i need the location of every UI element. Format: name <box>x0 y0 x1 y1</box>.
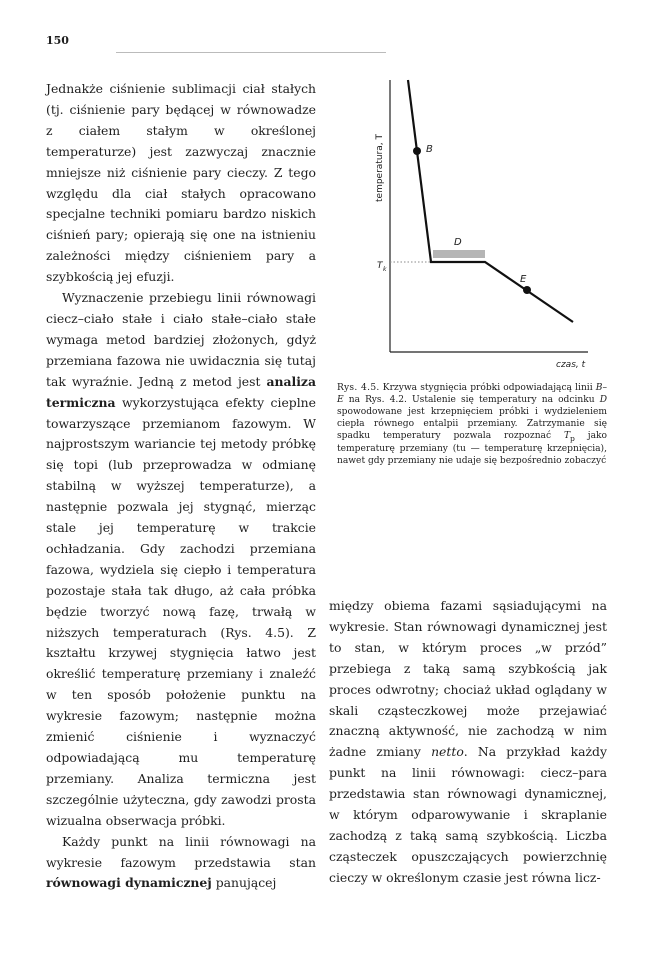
caption-italic: T <box>563 430 571 441</box>
figure-caption <box>337 383 607 468</box>
paragraph-text: panującej <box>211 875 277 891</box>
caption-subscript: p <box>570 433 575 443</box>
paragraph: Jednakże ciśnienie sublimacji ciał stałych (tj. ciśnienie pary będącej w równowadze z ciałem stałym w określonej temperaturze) jest zazwyczaj znacznie mniejsze niż ciśnienie pary cieczy. Z tego względu dla ciał stałych opracowano specjalne techniki pomiaru bardzo niskich ciśnień pary; opierają się one na istnieniu zależności między ciśnieniem pary a szybkością jej efuzji. <box>46 81 316 285</box>
caption-label: Rys. 4.5. <box>337 383 380 393</box>
tick-label-t: T <box>377 261 383 271</box>
point-e <box>523 286 531 294</box>
paragraph-text: wykorzystująca efekty cieplne towarzyszące przemianom fazowym. W najprostszym wariancie tej metody próbkę się topi (lub przeprowadza w odmianę stabilną w wyższej temperaturze), a następnie pozwala jej stygnąć, mierząc stale jej temperaturę w trakcie ochładzania. Gdy zachodzi przemiana fazowa, wydziela się ciepło i temperatura pozostaje stała tak długo, aż cała próbka będzie tworzyć nową fazę, trwałą w niższych temperaturach (Rys. 4.5). Z kształtu krzywej stygnięcia łatwo jest określić temperaturę przemiany i znaleźć w ten sposób położenie punktu na wykresie fazowym; następnie można zmienić ciśnienie i wyznaczyć odpowiadającą mu temperaturę przemiany. Analiza termiczna jest szczególnie użyteczna, gdy zawodzi prosta wizualna obserwacja próbki. <box>46 394 316 828</box>
cooling-curve <box>408 80 573 322</box>
caption-text: – <box>602 383 608 393</box>
page-number: 150 <box>46 34 69 47</box>
tick-label-sub: k <box>383 266 387 273</box>
paragraph <box>46 832 316 895</box>
x-axis-label: czas, t <box>556 360 586 370</box>
left-column <box>46 79 316 894</box>
paragraph <box>329 596 607 889</box>
label-e: E <box>520 274 527 285</box>
paragraph-text: Wyznaczenie przebiegu linii równowagi ciecz–ciało stałe i ciało stałe–ciało stałe wymaga metod bardziej złożonych, gdyż przemiana fazowa nie uwidacznia się tutaj tak wyraźnie. Jedną z metod jest <box>46 290 316 389</box>
point-b <box>413 147 421 155</box>
right-column <box>329 596 607 889</box>
header-rule <box>116 52 386 53</box>
caption-italic: D <box>599 394 607 405</box>
caption-text: na Rys. 4.2. Ustalenie się temperatury na odcinku <box>343 394 600 405</box>
caption-italic: E <box>337 394 344 405</box>
italic-term: netto <box>431 744 464 760</box>
paragraph-text: . Na przykład każdy punkt na linii równowagi: ciecz–para przedstawia stan równowagi dynamicznej, w którym odparowywanie i skraplanie zachodzą z taką samą szybkością. Liczba cząsteczek opuszczających powierzchnię cieczy w określonym czasie jest równa licz- <box>329 744 607 885</box>
y-axis-label: temperatura, T <box>375 134 385 202</box>
cooling-curve-svg <box>330 60 610 380</box>
bold-term: analiza termiczna <box>46 373 316 410</box>
paragraph-text: Każdy punkt na linii równowagi na wykresie fazowym przedstawia stan <box>46 833 316 870</box>
caption-italic: B <box>595 383 603 393</box>
paragraph <box>46 288 316 832</box>
label-d: D <box>454 237 462 248</box>
caption-text: Krzywa stygnięcia próbki odpowiadającą linii <box>379 383 596 393</box>
plateau-highlight <box>433 250 485 258</box>
paragraph-text: między obiema fazami sąsiadującymi na wykresie. Stan równowagi dynamicznej jest to stan, w którym proces „w przód” przebiega z taką samą szybkością jak proces odwrotny; chociaż układ oglądany w skali cząsteczkowej może przejawiać znaczną aktywność, nie zachodzą w nim żadne zmiany <box>329 598 607 760</box>
caption-text: jako temperaturę przemiany (tu — temperaturę krzepnięcia), nawet gdy przemiany nie udaje się bezpośrednio zobaczyć <box>337 430 607 467</box>
label-b: B <box>426 144 433 155</box>
bold-term: równowagi dynamicznej <box>46 875 212 891</box>
cooling-curve-figure <box>330 60 610 380</box>
caption-text: spowodowane jest krzepnięciem próbki i wydzieleniem ciepła równego entalpii przemiany. Zatrzymanie się spadku temperatury pozwala rozpoznać <box>337 406 607 441</box>
